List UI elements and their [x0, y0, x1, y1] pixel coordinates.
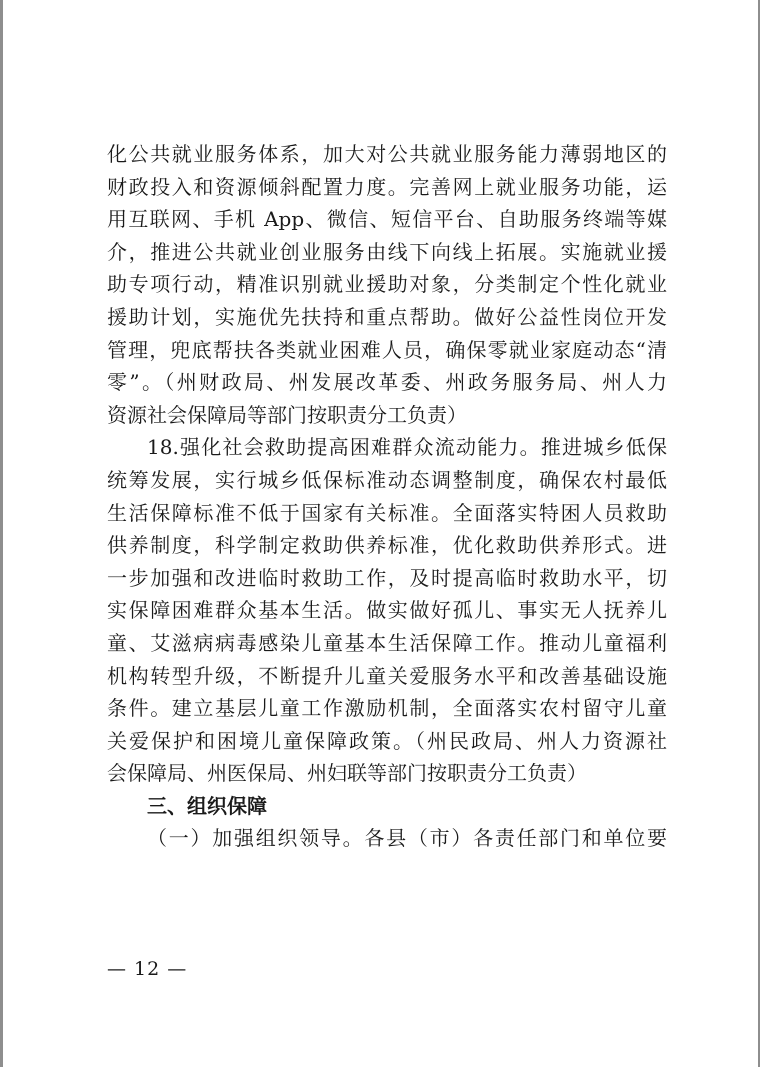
text-line: 财政投入和资源倾斜配置力度。完善网上就业服务功能，运	[107, 174, 667, 199]
text-line: 资源社会保障局等部门按职责分工负责）	[107, 402, 467, 427]
text-line: 援助计划，实施优先扶持和重点帮助。做好公益性岗位开发	[107, 304, 667, 329]
text-line: 用互联网、手机 App、微信、短信平台、自助服务终端等媒	[107, 207, 667, 232]
text-line: 介，推进公共就业创业服务由线下向线上拓展。实施就业援	[107, 239, 667, 264]
page-number: — 12 —	[107, 958, 188, 980]
body-text	[107, 138, 667, 855]
text-line: 化公共就业服务体系，加大对公共就业服务能力薄弱地区的	[107, 142, 667, 166]
text-line: 一步加强和改进临时救助工作，及时提高临时救助水平，切	[107, 565, 667, 590]
text-line: 关爱保护和困境儿童保障政策。（州民政局、州人力资源社	[107, 728, 667, 753]
text-line: 统筹发展，实行城乡低保标准动态调整制度，确保农村最低	[107, 467, 667, 492]
text-line: 实保障困难群众基本生活。做实做好孤儿、事实无人抚养儿	[107, 598, 667, 623]
text-line: 18.强化社会救助提高困难群众流动能力。推进城乡低保	[147, 435, 667, 460]
section-heading: 三、组织保障	[147, 793, 267, 818]
text-line: 助专项行动，精准识别就业援助对象，分类制定个性化就业	[107, 272, 667, 297]
text-line: 会保障局、州医保局、州妇联等部门按职责分工负责）	[107, 761, 587, 786]
document-page	[3, 0, 758, 1067]
text-line: 管理，兜底帮扶各类就业困难人员，确保零就业家庭动态“清	[107, 337, 667, 362]
paragraph-item-18	[107, 431, 667, 790]
sub-heading-line: （一）加强组织领导。各县（市）各责任部门和单位要	[147, 826, 667, 851]
text-line: 供养制度，科学制定救助供养标准，优化救助供养形式。进	[107, 533, 667, 558]
paragraph-continuation	[107, 138, 667, 431]
text-line: 零”。（州财政局、州发展改革委、州政务服务局、州人力	[107, 370, 667, 395]
text-line: 条件。建立基层儿童工作激励机制，全面落实农村留守儿童	[107, 696, 667, 721]
text-line: 生活保障标准不低于国家有关标准。全面落实特困人员救助	[107, 500, 667, 525]
text-line: 童、艾滋病病毒感染儿童基本生活保障工作。推动儿童福利	[107, 630, 667, 655]
text-line: 机构转型升级，不断提升儿童关爱服务水平和改善基础设施	[107, 663, 667, 688]
